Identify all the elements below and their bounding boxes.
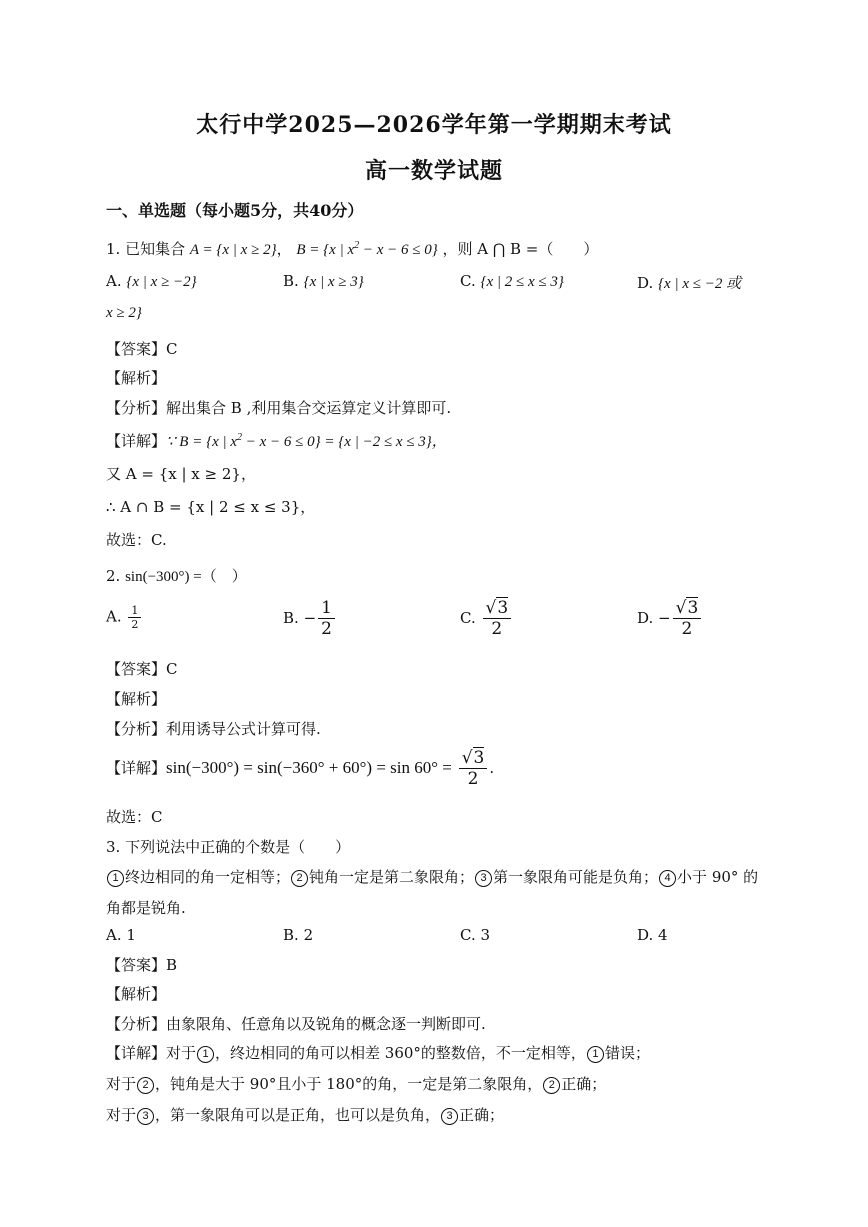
- statement-1: 终边相同的角一定相等；: [125, 868, 291, 886]
- fraction: [673, 598, 702, 640]
- numerator: 1: [128, 604, 141, 618]
- option-text: 2: [303, 926, 314, 944]
- q2-answer: 【答案】C: [106, 660, 178, 678]
- q1-number: 1.: [106, 240, 121, 258]
- circled-number: 1: [197, 1046, 214, 1063]
- option-label: D.: [637, 608, 654, 627]
- q2-option-b: [283, 598, 337, 640]
- fraction: [128, 604, 141, 631]
- q2-analysis-heading: 【解析】: [106, 690, 167, 708]
- option-text: 4: [658, 926, 668, 944]
- q1-analysis-heading: 【解析】: [106, 369, 167, 387]
- detail-label: 【详解】: [106, 758, 167, 777]
- denominator: 2: [131, 618, 139, 632]
- q1-detail-line2: 又 A = {x | x ≥ 2}，: [106, 465, 256, 483]
- sign: −: [658, 608, 671, 627]
- circled-number: 2: [291, 870, 308, 887]
- circled-number: 2: [137, 1077, 154, 1094]
- q1-set-b-pre: B = {x | x: [296, 242, 355, 258]
- denominator: 2: [321, 619, 332, 640]
- circled-number: 2: [543, 1077, 560, 1094]
- fenxi-text: 解出集合 B ,利用集合交运算定义计算即可.: [166, 399, 452, 417]
- circled-number: 1: [107, 870, 124, 887]
- q2-option-a: [106, 604, 143, 631]
- sign: −: [303, 608, 317, 627]
- q2-stem-text: sin(−300°) =（ ）: [125, 569, 247, 585]
- detail-pre: ∵ B = {x | x: [166, 434, 238, 450]
- option-text: {x | 2 ≤ x ≤ 3}: [480, 274, 564, 290]
- detail-end: .: [489, 758, 495, 777]
- statement-2: 钝角一定是第二象限角；: [309, 868, 475, 886]
- q1-option-d-cont: x ≥ 2}: [106, 305, 142, 321]
- q3-statements: [106, 866, 758, 887]
- detail-pre: 对于: [106, 1106, 137, 1124]
- detail-text: ，钝角是大于 90°且小于 180°的角，一定是第二象限角，: [155, 1075, 543, 1093]
- fraction: [459, 748, 488, 790]
- option-text: {x | x ≥ −2}: [126, 274, 197, 290]
- q2-option-c: [460, 598, 513, 640]
- fenxi-text: 利用诱导公式计算可得.: [166, 720, 321, 738]
- q1-answer: 【答案】C: [106, 340, 178, 358]
- exam-title: 太行中学2025—2026学年第一学期期末考试: [196, 112, 672, 138]
- q1-set-b-post: − x − 6 ≤ 0}: [359, 242, 438, 258]
- circled-number: 4: [659, 870, 676, 887]
- q2-detail: [106, 748, 494, 790]
- detail-post: − x − 6 ≤ 0} = {x | −2 ≤ x ≤ 3}，: [242, 434, 447, 450]
- detail-expression: sin(−300°) = sin(−360° + 60°) = sin 60° =: [166, 757, 452, 777]
- numerator: 1: [318, 598, 335, 619]
- q1-ask: ，则 A ⋂ B =（ ）: [442, 240, 599, 258]
- denominator: 2: [467, 769, 479, 790]
- radicand: 3: [687, 598, 699, 618]
- q1-option-c: [460, 272, 564, 291]
- q2-number: 2.: [106, 567, 121, 585]
- q3-analysis-heading: 【解析】: [106, 985, 167, 1003]
- numerator: √3: [459, 748, 488, 769]
- statement-4: 小于 90° 的: [677, 868, 759, 886]
- q1-detail-line3: ∴ A ∩ B = {x | 2 ≤ x ≤ 3}，: [106, 498, 316, 516]
- detail-end: 正确；: [561, 1075, 607, 1093]
- option-label: C.: [460, 926, 476, 944]
- q2-choose: 故选：C: [106, 808, 163, 826]
- fraction: [318, 598, 335, 640]
- q1-choose: 故选：C.: [106, 531, 167, 549]
- q1-set-b: B = {x | $x^2 - x - 6 \le 0$}: [296, 240, 438, 258]
- detail-pre: 对于: [106, 1075, 137, 1093]
- q3-stem-text: 下列说法中正确的个数是（ ）: [125, 838, 351, 856]
- option-label: B.: [283, 272, 299, 290]
- q1-fenxi: [106, 397, 451, 418]
- option-label: A.: [106, 272, 122, 290]
- q3-statement-cont: 角都是锐角.: [106, 899, 186, 917]
- q3-option-a: [106, 926, 136, 944]
- circled-number: 1: [587, 1046, 604, 1063]
- option-label: D.: [637, 926, 654, 944]
- option-text: 3: [480, 926, 491, 944]
- numerator: √3: [673, 598, 702, 619]
- option-text: {x | x ≥ 3}: [303, 274, 364, 290]
- circled-number: 3: [441, 1108, 458, 1125]
- q3-fenxi: [106, 1013, 486, 1034]
- q3-detail-3: [106, 1104, 504, 1125]
- q1-separator: ，: [276, 240, 292, 258]
- option-label: C.: [460, 272, 476, 290]
- fenxi-label: 【分析】: [106, 399, 167, 417]
- option-label: C.: [460, 608, 476, 627]
- option-label: A.: [106, 926, 122, 944]
- q3-option-c: [460, 926, 490, 944]
- q1-option-d: [637, 272, 741, 293]
- denominator: 2: [681, 619, 693, 640]
- q1-set-a: A = {x | x ≥ 2}: [189, 242, 277, 258]
- q3-option-d: [637, 926, 668, 944]
- q2-option-d: [637, 598, 703, 640]
- numerator: √3: [483, 598, 512, 619]
- option-text: {x | x ≤ −2 或: [658, 276, 742, 292]
- fenxi-label: 【分析】: [106, 720, 167, 738]
- q3-detail-2: [106, 1073, 606, 1094]
- q3-number: 3.: [106, 838, 121, 856]
- detail-end: 错误；: [604, 1044, 650, 1062]
- option-label: D.: [637, 274, 654, 292]
- q1-detail: 【详解】∵ B = {x | $x^2 - x - 6 \le 0\} = \{x$ | −2 ≤ x ≤ 3}，: [106, 432, 447, 450]
- detail-label: 【详解】: [106, 432, 167, 450]
- q1-option-a: [106, 272, 197, 291]
- circled-number: 3: [137, 1108, 154, 1125]
- q1-stem-prefix: 已知集合: [125, 240, 186, 258]
- option-label: B.: [283, 608, 299, 627]
- option-text: 1: [126, 926, 136, 944]
- q3-option-b: [283, 926, 313, 944]
- detail-end: 正确；: [459, 1106, 505, 1124]
- denominator: 2: [491, 619, 503, 640]
- section-heading: 一、单选题（每小题5分，共40分）: [106, 201, 364, 220]
- fenxi-label: 【分析】: [106, 1015, 167, 1033]
- q1-option-b: [283, 272, 364, 291]
- detail-pre: 对于: [166, 1044, 197, 1062]
- q3-detail-1: [106, 1042, 650, 1063]
- radicand: 3: [497, 598, 509, 618]
- q2-fenxi: [106, 718, 321, 739]
- option-label: B.: [283, 926, 299, 944]
- exam-subtitle: 高一数学试题: [364, 158, 503, 184]
- fenxi-text: 由象限角、任意角以及锐角的概念逐一判断即可.: [166, 1015, 486, 1033]
- detail-label: 【详解】: [106, 1044, 167, 1062]
- fraction: [483, 598, 512, 640]
- q1-stem: [106, 238, 598, 259]
- radicand: 3: [473, 748, 485, 768]
- statement-3: 第一象限角可能是负角；: [493, 868, 659, 886]
- detail-text: ，终边相同的角可以相差 360°的整数倍，不一定相等，: [215, 1044, 586, 1062]
- q3-answer: 【答案】B: [106, 956, 178, 974]
- option-label: A.: [106, 607, 122, 626]
- circled-number: 3: [475, 870, 492, 887]
- detail-text: ，第一象限角可以是正角，也可以是负角，: [155, 1106, 441, 1124]
- q2-stem: [106, 565, 247, 586]
- q3-stem: [106, 836, 350, 857]
